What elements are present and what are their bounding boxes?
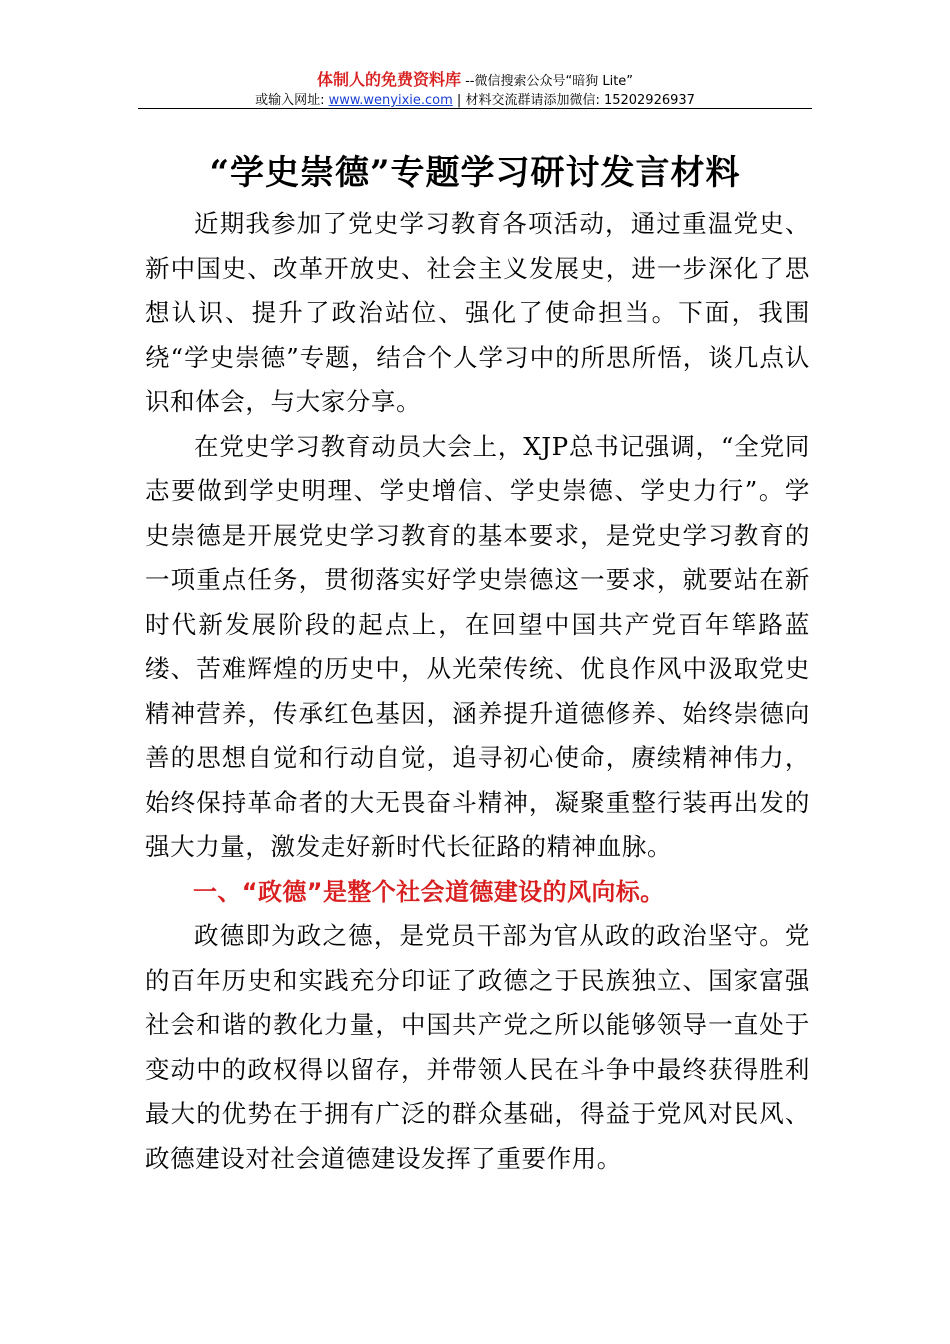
header-contact: | 材料交流群请添加微信: 15202926937: [452, 93, 695, 108]
intro-paragraph: 近期我参加了党史学习教育各项活动，通过重温党史、新中国史、改革开放史、社会主义发展史，进一步深化了思想认识、提升了政治站位、强化了使命担当。下面，我围绕“学史崇德”专题，结合个人学习中的所思所悟，谈几点认识和体会，与大家分享。: [145, 209, 810, 416]
header-url-prefix: 或输入网址:: [255, 93, 329, 108]
document-body: [145, 202, 810, 1181]
body-paragraph: 在党史学习教育动员大会上，XJP总书记强调，“全党同志要做到学史明理、学史增信、学史崇德、学史力行”。学史崇德是开展党史学习教育的基本要求，是党史学习教育的一项重点任务，贯彻落实好学史崇德这一要求，就要站在新时代新发展阶段的起点上，在回望中国共产党百年筚路蓝缕、苦难辉煌的历史中，从光荣传统、优良作风中汲取党史精神营养，传承红色基因，涵养提升道德修养、始终崇德向善的思想自觉和行动自觉，追寻初心使命，赓续精神伟力，始终保持革命者的大无畏奋斗精神，凝聚重整行装再出发的强大力量，激发走好新时代长征路的精神血脉。: [145, 431, 810, 861]
header-line-1: [138, 70, 812, 92]
header-url-link[interactable]: www.wenyixie.com: [328, 93, 453, 108]
document-title: “学史崇德”专题学习研讨发言材料: [209, 153, 741, 193]
section-heading: 一、“政德”是整个社会道德建设的风向标。: [193, 877, 665, 906]
header-note: --微信搜索公众号“暗狗 Lite”: [460, 74, 634, 89]
page-header: [138, 70, 812, 110]
header-brand: 体制人的免费资料库: [316, 70, 461, 89]
section-paragraph: 政德即为政之德，是党员干部为官从政的政治坚守。党的百年历史和实践充分印证了政德之于民族独立、国家富强社会和谐的教化力量，中国共产党之所以能够领导一直处于变动中的政权得以留存，并带领人民在斗争中最终获得胜利最大的优势在于拥有广泛的群众基础，得益于党风对民风、政德建设对社会道德建设发挥了重要作用。: [145, 921, 810, 1173]
header-divider: [138, 108, 812, 109]
